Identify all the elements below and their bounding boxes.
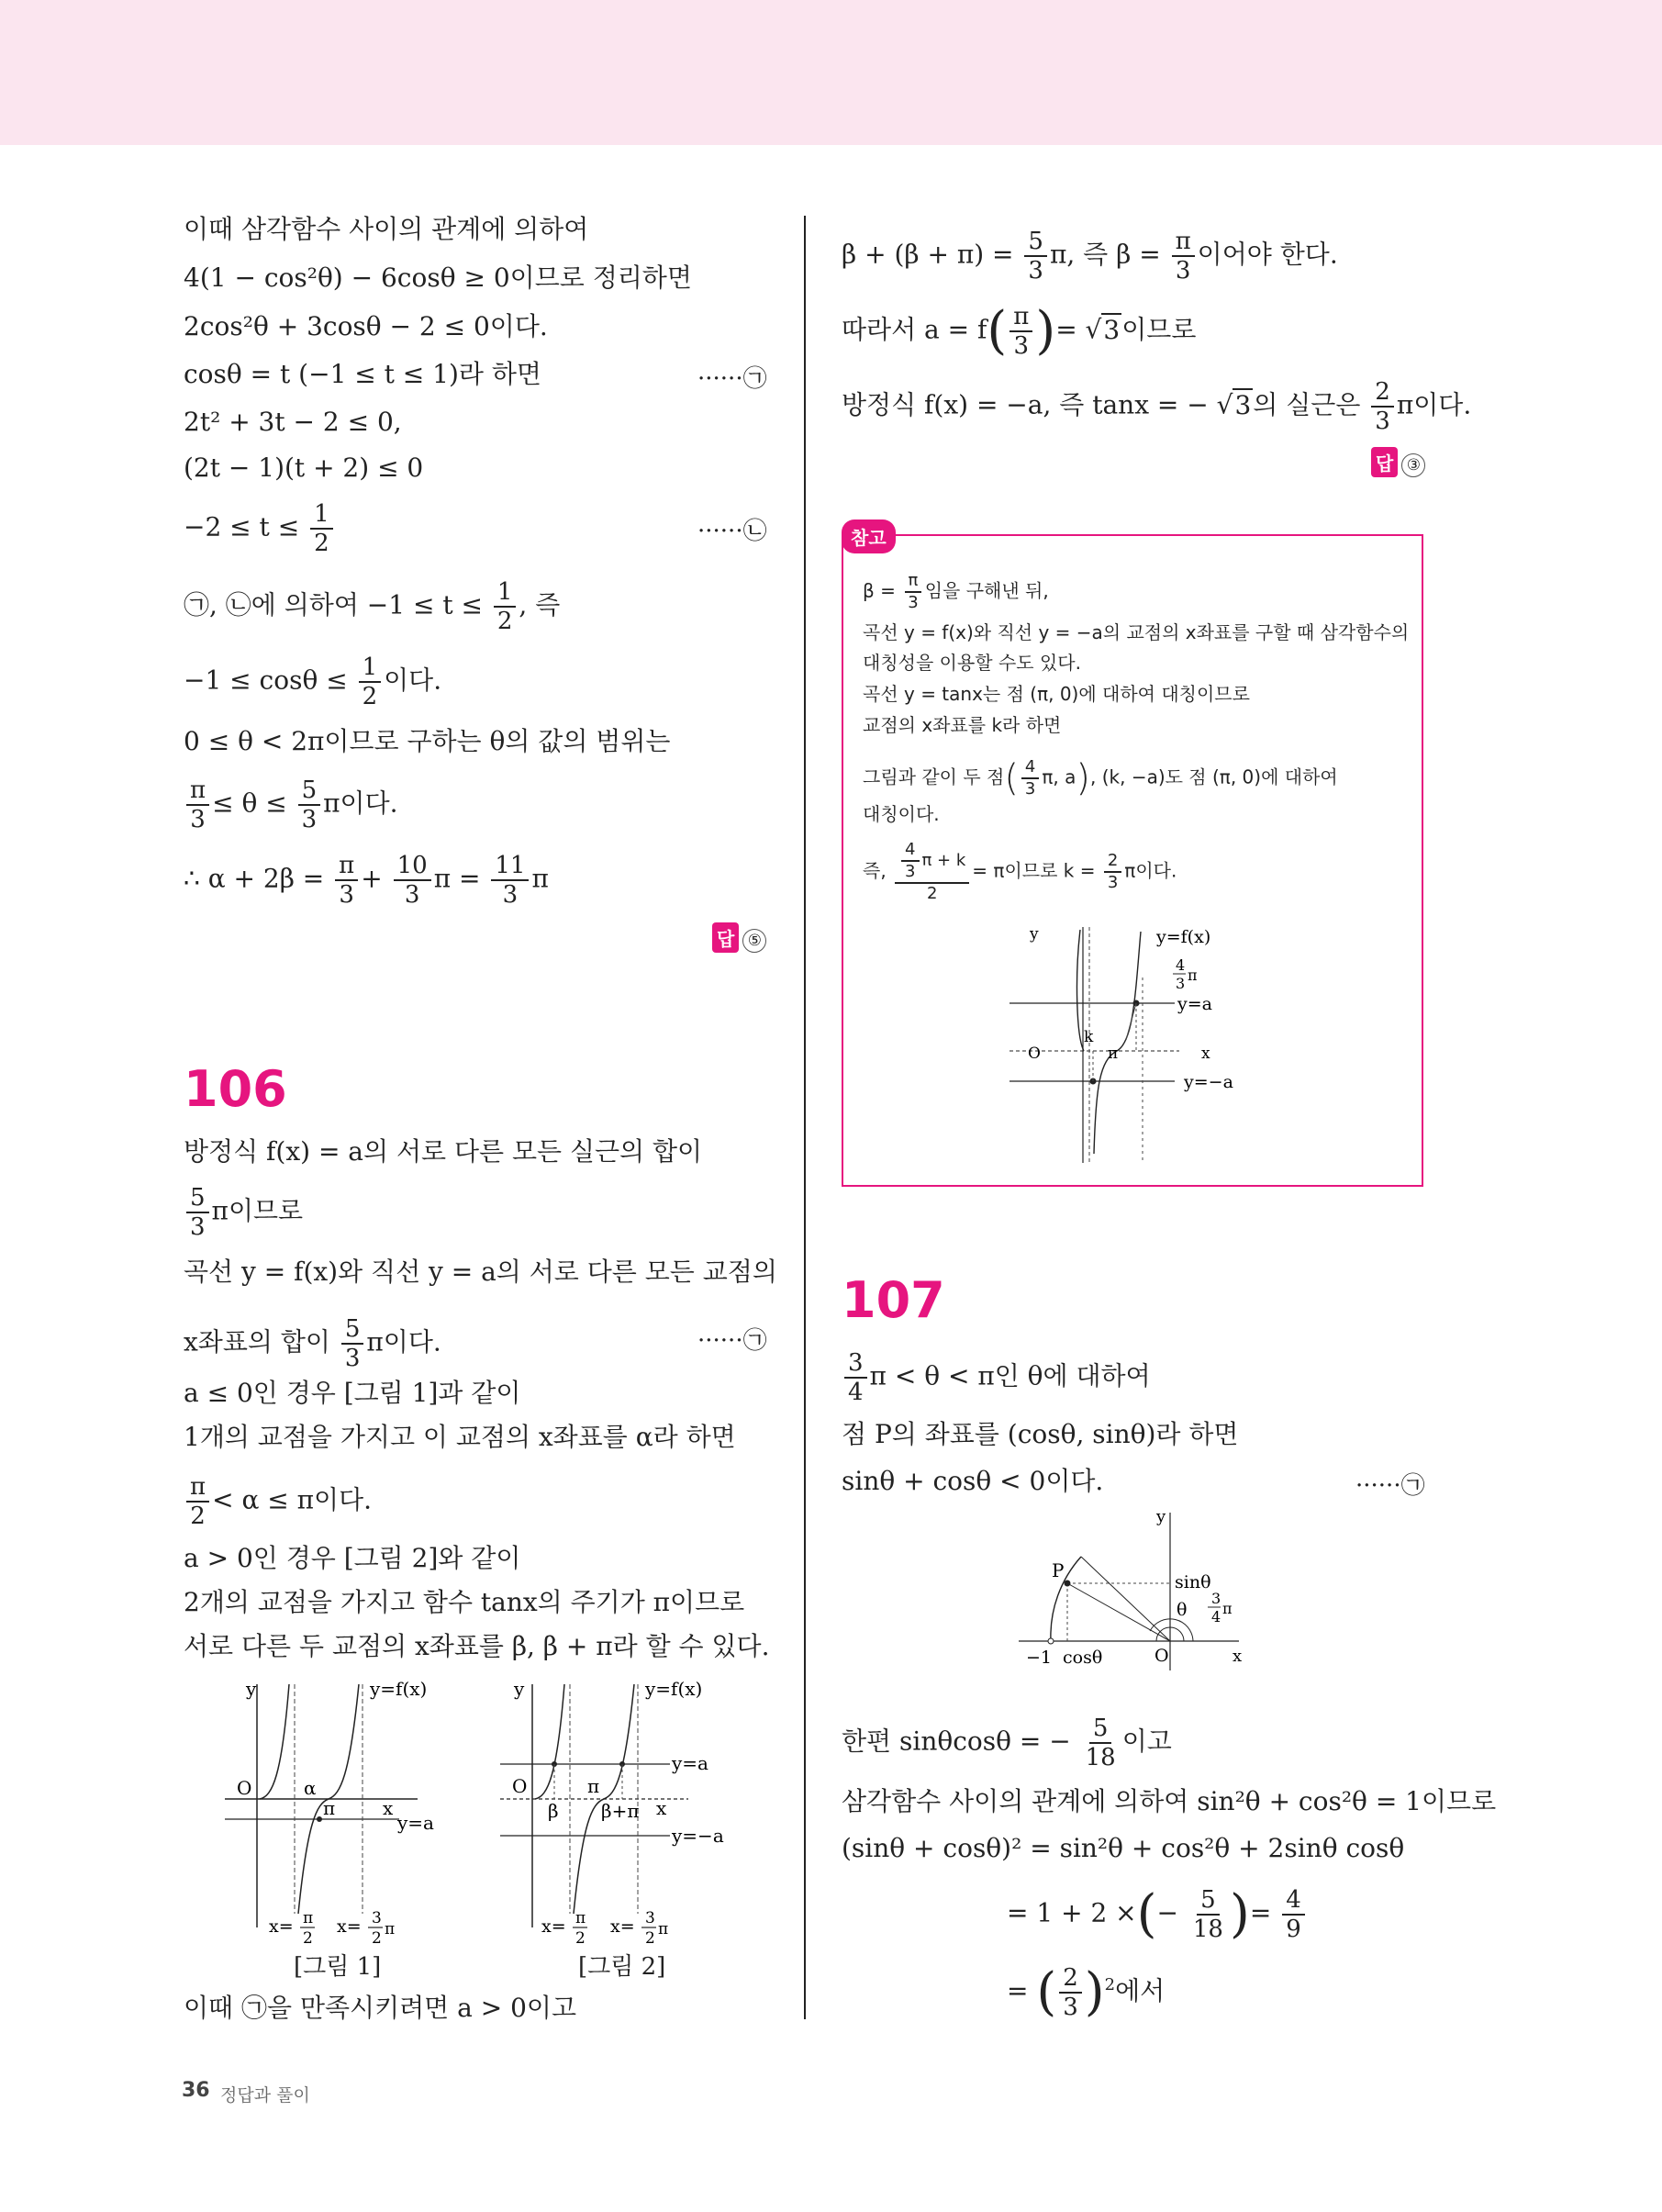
- p106-line-7: $\frac{\pi}{2}$ < α ≤ π이다.: [184, 1473, 372, 1530]
- left-line-6: (2t − 1)(t + 2) ≤ 0: [184, 452, 424, 483]
- fig2-p1d: 2: [575, 1929, 586, 1948]
- marker-106: ······㉠: [697, 1327, 767, 1355]
- right-line-1: β + (β + π) = $\frac{5}{3}$ π, 즉 β = $\frac{\pi}{3}$ 이어야 한다.: [842, 228, 1338, 285]
- p107-line-5: 삼각함수 사이의 관계에 의하여 sin²θ + cos²θ = 1이므로: [842, 1786, 1497, 1816]
- fig2-p2d: 2: [645, 1929, 655, 1948]
- fig2-x1-label: x=: [541, 1916, 566, 1937]
- tan-branch-1: [535, 1684, 564, 1799]
- fig1-p2d: 2: [372, 1929, 382, 1948]
- fraction: $\frac{\pi}{3}$: [904, 571, 921, 613]
- p106-line-6: 1개의 교점을 가지고 이 교점의 x좌표를 α라 하면: [184, 1422, 736, 1452]
- fraction: $\frac{\pi}{3}$: [186, 776, 209, 833]
- marker-2: ······㉡: [697, 518, 767, 545]
- note-line-8: 즉, $\frac{4}{3}$ π + k 2 = π이므로 k = $\frac{2}{3}$ π이다.: [863, 840, 1177, 903]
- nfig-fpi: π: [1188, 966, 1198, 984]
- note-line-1: β = $\frac{\pi}{3}$ 임을 구해낸 뒤,: [863, 571, 1049, 612]
- nfig-pi-label: π: [1108, 1045, 1119, 1063]
- fraction: $\frac{\pi}{3}$: [1009, 303, 1032, 360]
- p107-line-7: = 1 + 2 ×(− $\frac{5}{18}$ )= $\frac{4}{9}$: [1007, 1886, 1308, 1943]
- left-line-2: 4(1 − cos²θ) − 6cosθ ≥ 0이므로 정리하면: [184, 263, 692, 293]
- p107-line-6: (sinθ + cosθ)² = sin²θ + cos²θ + 2sinθ cosθ: [842, 1833, 1405, 1863]
- fraction: $\frac{2}{3}$: [1371, 378, 1394, 435]
- fig2-p2pi: π: [658, 1920, 669, 1938]
- p106-line-8: a > 0인 경우 [그림 2]와 같이: [184, 1543, 521, 1573]
- nfig-fd: 3: [1176, 975, 1186, 992]
- fraction: $\frac{5}{18}$: [1085, 1715, 1116, 1771]
- nfig-ya-label: y=a: [1177, 994, 1212, 1014]
- fraction: $\frac{4}{3}$: [901, 840, 919, 882]
- p107-line-4: 한편 sinθcosθ = − $\frac{5}{18}$ 이고: [842, 1715, 1172, 1771]
- fig1-curve-label: y=f(x): [370, 1678, 428, 1700]
- p106-line-4: x좌표의 합이 $\frac{5}{3}$ π이다.: [184, 1315, 441, 1372]
- fraction: $\frac{5}{3}$: [298, 776, 321, 833]
- fraction: $\frac{4}{9}$: [1282, 1886, 1305, 1943]
- fig2-curve-label: y=f(x): [645, 1678, 703, 1700]
- fig1-x1-label: x=: [269, 1916, 294, 1937]
- unit-circle-figure: [1009, 1505, 1266, 1675]
- fig2-x-label: x: [656, 1797, 667, 1819]
- fraction: $\frac{5}{18}$: [1192, 1886, 1223, 1943]
- note-line-5: 교점의 x좌표를 k라 하면: [863, 714, 1062, 736]
- c-fig-theta-label: θ: [1177, 1600, 1188, 1620]
- p106-line-11: 이때 ㉠을 만족시키려면 a > 0이고: [184, 1993, 577, 2023]
- left-line-9: −1 ≤ cosθ ≤ $\frac{1}{2}$ 이다.: [184, 654, 442, 710]
- top-header-band: [0, 0, 1662, 145]
- fraction: $\frac{1}{2}$: [494, 578, 517, 635]
- p107-line-8: = ( $\frac{2}{3}$ )$^2$에서: [1007, 1962, 1166, 2022]
- note-line-4: 곡선 y = tanx는 점 (π, 0)에 대하여 대칭이므로: [863, 683, 1250, 705]
- left-line-1: 이때 삼각함수 사이의 관계에 의하여: [184, 214, 589, 244]
- fig1-x-label: x: [383, 1797, 394, 1819]
- c-fig-sin-label: sinθ: [1175, 1572, 1211, 1592]
- p107-line-1: $\frac{3}{4}$ π < θ < π인 θ에 대하여: [842, 1349, 1151, 1406]
- note-figure: [1005, 922, 1280, 1170]
- fraction: $\frac{2}{3}$: [1059, 1964, 1082, 2021]
- fraction: $\frac{5}{3}$: [341, 1315, 364, 1372]
- point-minus-one: [1048, 1638, 1054, 1644]
- left-line-4: cosθ = t (−1 ≤ t ≤ 1)라 하면: [184, 359, 541, 389]
- nfig-x-label: x: [1201, 1045, 1210, 1063]
- fraction: $\frac{\pi}{3}$: [335, 852, 358, 909]
- fig1-alpha-label: α: [304, 1777, 317, 1799]
- fig2-x2-label: x=: [610, 1916, 635, 1937]
- left-line-8: ㉠, ㉡에 의하여 −1 ≤ t ≤ $\frac{1}{2}$ , 즉: [184, 578, 561, 635]
- c-fig-fd: 4: [1211, 1608, 1221, 1625]
- nfig-curve-label: y=f(x): [1156, 927, 1211, 947]
- fraction: $\frac{4}{3}$: [1021, 757, 1039, 799]
- c-fig-o-label: O: [1154, 1646, 1169, 1666]
- left-line-10: 0 ≤ θ < 2π이므로 구하는 θ의 값의 범위는: [184, 726, 671, 756]
- nfig-fn: 4: [1176, 956, 1186, 974]
- fig2-beta-label: β: [548, 1800, 559, 1822]
- c-fig-p-label: P: [1052, 1559, 1065, 1581]
- fig2-origin-label: O: [512, 1775, 528, 1797]
- fig1-p1n: π: [303, 1909, 314, 1927]
- arrow-line: [1126, 1003, 1136, 1040]
- p106-line-1: 방정식 f(x) = a의 서로 다른 모든 실근의 합이: [184, 1136, 703, 1167]
- fig1-x2-label: x=: [337, 1916, 362, 1937]
- nfig-y-label: y: [1030, 925, 1039, 944]
- column-divider: [804, 216, 806, 2019]
- fig2-betapi-label: β+π: [601, 1800, 640, 1822]
- fig2-yma-label: y=−a: [672, 1825, 724, 1847]
- problem-number-107: 107: [842, 1271, 945, 1329]
- note-line-7: 대칭이다.: [863, 803, 940, 825]
- p106-line-9: 2개의 교점을 가지고 함수 tanx의 주기가 π이므로: [184, 1587, 745, 1617]
- fraction: $\frac{\pi}{2}$: [186, 1473, 209, 1530]
- nfig-yma-label: y=−a: [1184, 1072, 1233, 1092]
- problem-number-106: 106: [184, 1060, 287, 1118]
- c-fig-m1-label: −1: [1026, 1648, 1053, 1668]
- answer-1: 답 ⑤: [712, 922, 766, 953]
- footer-title: 정답과 풀이: [220, 2085, 310, 2106]
- fraction: $\frac{\pi}{3}$: [1172, 228, 1195, 285]
- p107-line-3: sinθ + cosθ < 0이다.: [842, 1466, 1104, 1496]
- c-fig-fpi: π: [1222, 1600, 1233, 1617]
- c-fig-fn: 3: [1211, 1590, 1221, 1607]
- p106-line-10: 서로 다른 두 교점의 x좌표를 β, β + π라 할 수 있다.: [184, 1631, 770, 1661]
- reference-note-tag: 참고: [842, 519, 896, 553]
- right-line-3: 방정식 f(x) = −a, 즉 tanx = − √3의 실근은 $\frac{2}{3}$ π이다.: [842, 378, 1472, 435]
- fraction: $\frac{11}{3}$: [491, 852, 529, 909]
- fraction: $\frac{1}{2}$: [310, 500, 333, 557]
- p106-line-2: $\frac{5}{3}$ π이므로: [184, 1184, 303, 1241]
- right-line-2: 따라서 a = f( $\frac{\pi}{3}$ )= √3이므로: [842, 301, 1197, 361]
- left-line-3: 2cos²θ + 3cosθ − 2 ≤ 0이다.: [184, 311, 548, 341]
- fig1-origin-label: O: [237, 1777, 252, 1799]
- fraction: $\frac{10}{3}$: [394, 852, 431, 909]
- fraction: $\frac{5}{3}$: [1024, 228, 1047, 285]
- figure-2: [491, 1675, 757, 1950]
- fraction: $\frac{5}{3}$: [186, 1184, 209, 1241]
- left-line-5: 2t² + 3t − 2 ≤ 0,: [184, 407, 402, 437]
- page-number: 36: [182, 2079, 210, 2102]
- left-line-7: −2 ≤ t ≤ $\frac{1}{2}$: [184, 500, 336, 557]
- tan-branch-1: [260, 1684, 289, 1799]
- tan-branch-2: [1094, 932, 1141, 1154]
- marker-107: ······㉠: [1355, 1472, 1425, 1500]
- note-line-2: 곡선 y = f(x)와 직선 y = −a의 교점의 x좌표를 구할 때 삼각함수의: [863, 621, 1410, 643]
- fig2-pi-label: π: [587, 1775, 600, 1797]
- fig1-p2pi: π: [385, 1920, 396, 1938]
- fig2-p1n: π: [575, 1909, 586, 1927]
- fig1-p2n: 3: [372, 1909, 382, 1927]
- fig1-pi-label: π: [323, 1797, 336, 1819]
- p106-line-5: a ≤ 0인 경우 [그림 1]과 같이: [184, 1378, 521, 1408]
- c-fig-y-label: y: [1156, 1507, 1166, 1526]
- fraction: $\frac{3}{4}$: [844, 1349, 867, 1406]
- fraction: $\frac{1}{2}$: [359, 654, 382, 710]
- fig1-y-label: y: [246, 1678, 257, 1700]
- left-line-11: $\frac{\pi}{3}$ ≤ θ ≤ $\frac{5}{3}$ π이다.: [184, 776, 398, 833]
- fig2-p2n: 3: [645, 1909, 655, 1927]
- note-line-3: 대칭성을 이용할 수도 있다.: [863, 652, 1081, 674]
- c-fig-cos-label: cosθ: [1063, 1648, 1103, 1668]
- nfig-k-label: k: [1084, 1028, 1094, 1046]
- intersection-point: [317, 1816, 322, 1822]
- c-fig-x-label: x: [1233, 1647, 1243, 1666]
- fraction: $\frac{2}{3}$: [1104, 851, 1121, 893]
- fig1-p1d: 2: [303, 1929, 313, 1948]
- left-line-12: ∴ α + 2β = $\frac{\pi}{3}$ + $\frac{10}{3}$ π = $\frac{11}{3}$ π: [184, 852, 549, 909]
- marker-1: ······㉠: [697, 365, 767, 393]
- fig1-ya-label: y=a: [397, 1812, 434, 1834]
- figure-1: [216, 1675, 463, 1950]
- point-p: [1065, 1581, 1071, 1587]
- fraction: $\frac{4}{3}$ π + k 2: [895, 840, 969, 904]
- fig2-ya-label: y=a: [672, 1752, 708, 1774]
- note-line-6: 그림과 같이 두 점( $\frac{4}{3}$ π, a), (k, −a)도 점 (π, 0)에 대하여: [863, 757, 1338, 799]
- answer-2: 답 ③: [1371, 447, 1425, 477]
- p107-line-2: 점 P의 좌표를 (cosθ, sinθ)라 하면: [842, 1419, 1239, 1449]
- p106-line-3: 곡선 y = f(x)와 직선 y = a의 서로 다른 모든 교점의: [184, 1257, 777, 1287]
- nfig-o-label: O: [1028, 1045, 1041, 1063]
- fig2-y-label: y: [514, 1678, 525, 1700]
- figure-1-caption: [그림 1]: [294, 1953, 382, 1981]
- figure-2-caption: [그림 2]: [578, 1953, 666, 1981]
